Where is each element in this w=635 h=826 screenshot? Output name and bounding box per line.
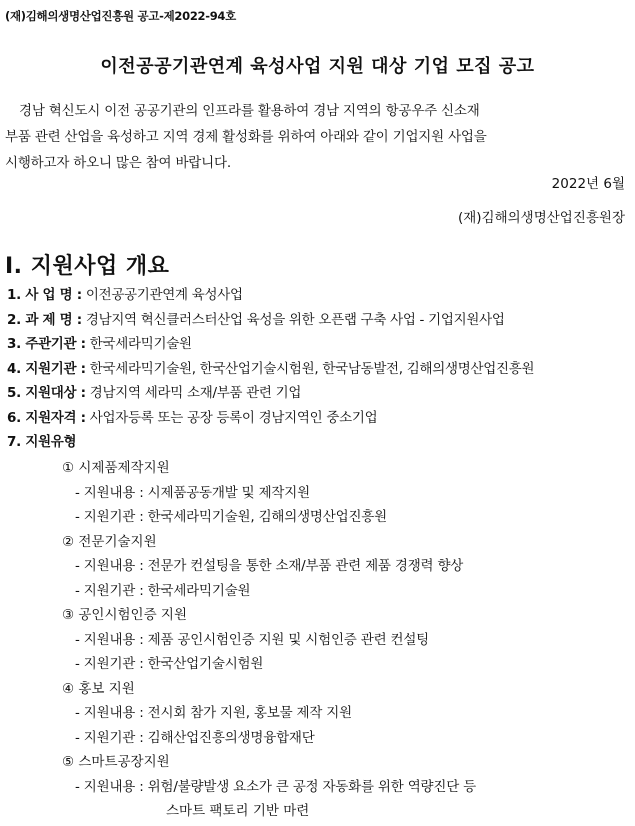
- support-type: [0, 530, 635, 604]
- intro-paragraph: [5, 98, 630, 176]
- support-type: [0, 677, 635, 751]
- overview-value: 경남지역 혁신클러스터산업 육성을 위한 오픈랩 구축 사업 - 기업지원사업: [81, 311, 505, 328]
- notice-id: (재)김해의생명산업진흥원 공고-제2022-94호: [5, 9, 236, 23]
- overview-item: [7, 308, 632, 333]
- support-agency: - 지원기관 : 한국세라믹기술원, 김해의생명산업진흥원: [75, 509, 387, 525]
- support-type-name: ① 시제품제작지원: [62, 460, 170, 476]
- support-content: - 지원내용 : 시제품공동개발 및 제작지원: [75, 484, 310, 501]
- overview-label: 3. 주관기관 :: [7, 336, 86, 352]
- support-type: [0, 603, 635, 677]
- support-type: [0, 456, 635, 530]
- support-type-name: ④ 홍보 지원: [62, 680, 135, 697]
- support-content-continued: 스마트 팩토리 기반 마련: [166, 803, 310, 819]
- support-type-name: ⑤ 스마트공장지원: [62, 754, 170, 770]
- overview-item: [7, 332, 632, 357]
- support-content: - 지원내용 : 위험/불량발생 요소가 큰 공정 자동화를 위한 역량진단 등: [75, 778, 476, 795]
- overview-item: [7, 357, 632, 382]
- support-type-name: ② 전문기술지원: [62, 533, 157, 550]
- overview-label: 4. 지원기관 :: [7, 360, 86, 377]
- support-content: - 지원내용 : 전시회 참가 지원, 홍보물 제작 지원: [75, 705, 352, 721]
- section-title: Ⅰ. 지원사업 개요: [5, 254, 170, 279]
- support-agency: - 지원기관 : 김해산업진흥의생명융합재단: [75, 729, 315, 746]
- overview-value: 한국세라믹기술원: [85, 336, 192, 352]
- support-type: [0, 750, 635, 824]
- overview-value: 이전공공기관연계 육성사업: [81, 287, 243, 303]
- overview-value: 한국세라믹기술원, 한국산업기술시험원, 한국남동발전, 김해의생명산업진흥원: [85, 360, 535, 377]
- overview-item: [7, 381, 632, 406]
- support-agency: - 지원기관 : 한국산업기술시험원: [75, 656, 264, 672]
- issuer-name: (재)김해의생명산업진흥원장: [457, 210, 625, 226]
- support-type-list: [0, 456, 635, 824]
- intro-line: 시행하고자 하오니 많은 참여 바랍니다.: [5, 155, 231, 171]
- overview-label: 5. 지원대상 :: [7, 385, 86, 401]
- overview-list: [7, 283, 632, 455]
- support-content: - 지원내용 : 제품 공인시험인증 지원 및 시험인증 관련 컨설팅: [75, 631, 430, 648]
- notice-date: 2022년 6월: [551, 176, 625, 192]
- page-title: 이전공공기관연계 육성사업 지원 대상 기업 모집 공고: [100, 56, 535, 77]
- overview-value: 경남지역 세라믹 소재/부품 관련 기업: [85, 385, 302, 401]
- intro-line: 경남 혁신도시 이전 공공기관의 인프라를 활용하여 경남 지역의 항공우주 신소재: [19, 103, 480, 119]
- overview-label: 1. 사 업 명 :: [7, 287, 82, 303]
- support-agency: - 지원기관 : 한국세라믹기술원: [75, 582, 251, 599]
- overview-label: 2. 과 제 명 :: [7, 311, 82, 328]
- overview-value: 사업자등록 또는 공장 등록이 경남지역인 중소기업: [85, 409, 378, 426]
- support-content: - 지원내용 : 전문가 컨설팅을 통한 소재/부품 관련 제품 경쟁력 향상: [75, 558, 464, 574]
- overview-label: 6. 지원자격 :: [7, 409, 86, 426]
- intro-line: 부품 관련 산업을 육성하고 지역 경제 활성화를 위하여 아래와 같이 기업지원 사업을: [5, 129, 487, 145]
- overview-item: [7, 406, 632, 431]
- overview-item: [7, 430, 632, 455]
- overview-item: [7, 283, 632, 308]
- support-type-name: ③ 공인시험인증 지원: [62, 607, 188, 623]
- overview-label: 7. 지원유형: [7, 434, 77, 450]
